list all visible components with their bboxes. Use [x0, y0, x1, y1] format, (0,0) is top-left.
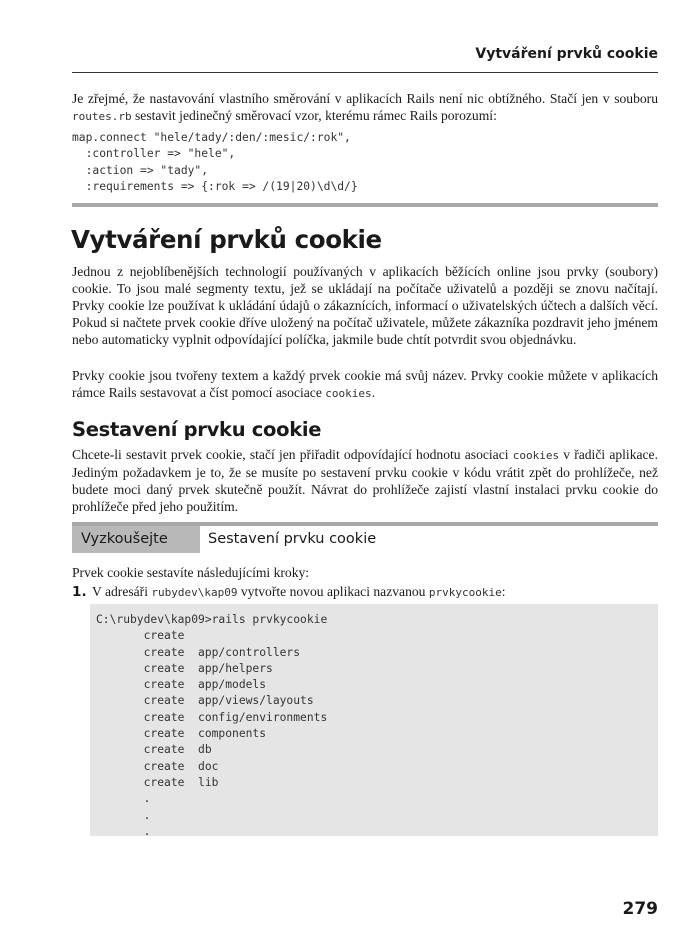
step-1 — [72, 583, 658, 601]
running-header: Vytváření prvků cookie — [475, 46, 658, 62]
step-text-before: V adresáři — [92, 584, 152, 599]
subsection-paragraph-before: Chcete-li sestavit prvek cookie, stačí jen přiřadit odpovídající hodnotu asociaci — [72, 447, 513, 462]
intro-text-after: sestavit jedinečný směrovací vzor, kterému rámec Rails porozumí: — [131, 108, 497, 123]
intro-file-name: routes.rb — [72, 110, 132, 123]
section-paragraph-2-before: Prvky cookie jsou tvořeny textem a každý prvek cookie má svůj název. Prvky cookie můžete v aplikacích rámce Rails sestavovat a číst pomocí asociace — [72, 368, 658, 400]
try-it-label: Vyzkoušejte — [72, 526, 200, 553]
route-code-listing: map.connect "hele/tady/:den/:mesic/:rok", :controller => "hele", :action => "tady", :requirements => {:rok => /(19|20)\d\d/} — [72, 131, 358, 194]
try-it-title: Sestavení prvku cookie — [208, 531, 377, 547]
section-paragraph-1: Jednou z nejoblíbenějších technologií používaných v aplikacích běžících online jsou prvky (soubory) cookie. To jsou malé segmenty textu, jež se ukládají na počítače uživatelů a později se znovu načítají. Prvky cookie lze používat k ukládání údajů o zákaznících, informací o uživatelských účtech a dalších věcí. Pokud si načtete prvek cookie dříve uložený na počítač uživatele, můžete zákazníka pozdravit jeho jménem nebo automaticky vyplnit odpovídající políčka, jakmile bude chtít potvrdit svou objednávku. — [72, 264, 658, 347]
header-rule — [72, 72, 658, 73]
section-paragraph-2 — [72, 367, 658, 402]
subsection-paragraph-after: v řadiči aplikace. Jediným požadavkem je to, že se musíte po sestavení prvku cookie v kódu vrátit zpět do prohlížeče, než budete moci daný prvek skutečně použít. Návrat do prohlížeče zajistí vlastní instalaci prvku cookie do prohlížeče před jeho použitím. — [72, 447, 658, 514]
step-text-after: : — [501, 584, 506, 599]
section-title: Vytváření prvků cookie — [71, 225, 382, 254]
step-text-middle: vytvořte novou aplikaci nazvanou — [237, 584, 429, 599]
subsection-title: Sestavení prvku cookie — [72, 418, 322, 441]
step-app-name: prvkycookie — [428, 586, 502, 599]
page-number: 279 — [622, 899, 658, 919]
subsection-paragraph — [72, 446, 658, 515]
cookies-code-inline: cookies — [512, 449, 560, 462]
console-output: C:\rubydev\kap09>rails prvkycookie create create app/controllers create app/helpers create app/models create app/views/layouts create config/environments create components create db create doc create lib . . . — [96, 613, 328, 838]
section-paragraph-2-after: . — [371, 385, 376, 400]
try-it-bar — [72, 522, 658, 553]
step-directory: rubydev\kap09 — [151, 586, 238, 599]
cookies-code: cookies — [325, 387, 372, 400]
section-rule — [72, 203, 658, 207]
intro-paragraph — [72, 90, 658, 125]
try-it-intro: Prvek cookie sestavíte následujícími kroky: — [72, 565, 310, 580]
step-number: 1. — [72, 584, 87, 600]
console-output-box — [90, 604, 658, 836]
intro-text-before: Je zřejmé, že nastavování vlastního směrování v aplikacích Rails není nic obtížného. Stačí jen v souboru — [72, 91, 658, 106]
